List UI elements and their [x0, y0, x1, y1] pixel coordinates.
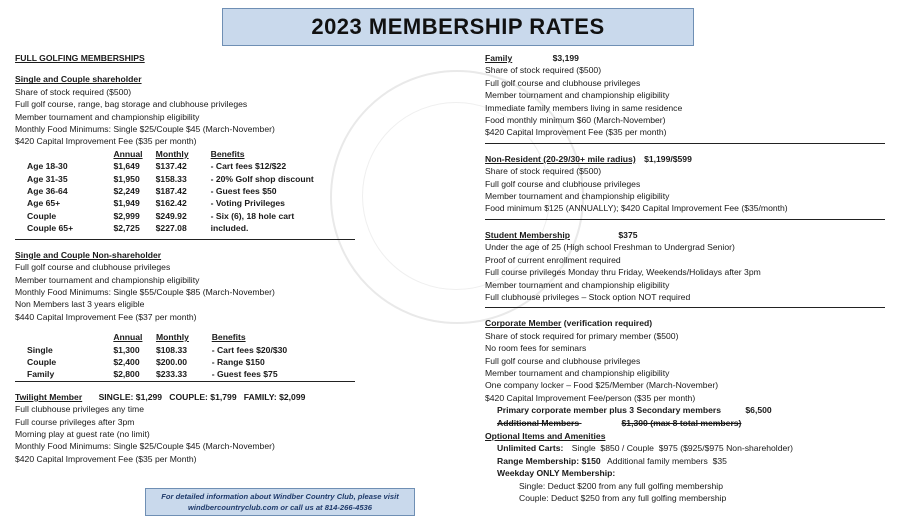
student-price: $375	[618, 229, 638, 240]
rate-annual: $1,950	[113, 173, 140, 184]
rate-monthly: $158.33	[155, 173, 187, 184]
shareholder-rate-table	[27, 148, 355, 235]
optional-section	[485, 430, 885, 504]
rate-monthly: $200.00	[155, 356, 188, 367]
page-title: 2023 MEMBERSHIP RATES	[222, 8, 694, 46]
carts-text: Single $850 / Couple $975 ($925/$975 Non-shareholder)	[571, 443, 793, 454]
rate-benefit: - Cart fees $12/$22	[210, 161, 287, 172]
shareholder-line: Member tournament and championship eligibility	[15, 111, 200, 122]
rate-benefit: - Guest fees $50	[210, 186, 277, 197]
weekday-couple: Couple: Deduct $250 from any full golfing membership	[519, 493, 727, 503]
weekday-single: Single: Deduct $200 from any full golfing membership	[519, 480, 723, 491]
table-row	[27, 173, 355, 185]
rate-benefit: - 20% Golf shop discount	[210, 173, 314, 184]
rate-monthly: $227.08	[155, 223, 187, 234]
corporate-line: No room fees for seminars	[485, 343, 587, 354]
shareholder-line: Monthly Food Minimums: Single $25/Couple $45 (March-November)	[15, 124, 275, 135]
rate-monthly: $233.33	[155, 369, 188, 380]
table-row	[27, 197, 355, 209]
rate-benefit: - Cart fees $20/$30	[211, 344, 288, 355]
nonresident-line: Share of stock required ($500)	[485, 166, 602, 177]
benefits-header: Benefits	[211, 332, 246, 343]
table-header-row	[27, 331, 355, 343]
family-line: Full golf course and clubhouse privileges	[485, 77, 641, 88]
shareholder-section	[15, 73, 355, 239]
rate-monthly: $187.42	[155, 186, 187, 197]
nonshareholder-line: Full golf course and clubhouse privileges	[15, 262, 171, 273]
corporate-line: Member tournament and championship eligibility	[485, 367, 670, 378]
monthly-header: Monthly	[155, 148, 189, 159]
range-label: Range Membership: $150	[497, 455, 601, 466]
nonshareholder-line: Monthly Food Minimums: Single $55/Couple $85 (March-November)	[15, 286, 275, 297]
family-line: Share of stock required ($500)	[485, 65, 602, 76]
additional-members-label: Additional Members	[497, 417, 580, 428]
nonshareholder-line: $440 Capital Improvement Fee ($37 per month)	[15, 311, 197, 322]
rate-label: Age 36-64	[27, 186, 68, 197]
twilight-title: Twilight Member	[15, 391, 83, 402]
benefits-header: Benefits	[210, 148, 245, 159]
rate-annual: $1,300	[113, 344, 140, 355]
primary-corporate-label: Primary corporate member plus 3 Secondary members	[497, 405, 722, 416]
twilight-line: Full clubhouse privileges any time	[15, 404, 144, 415]
annual-header: Annual	[113, 148, 143, 159]
rate-annual: $1,649	[113, 161, 140, 172]
optional-title: Optional Items and Amenities	[485, 430, 606, 441]
rate-label: Couple	[27, 210, 57, 221]
family-section	[485, 52, 885, 144]
nonshareholder-line: Member tournament and championship eligibility	[15, 274, 200, 285]
annual-header: Annual	[113, 332, 143, 343]
table-row	[27, 222, 355, 234]
rate-label: Couple 65+	[27, 223, 74, 234]
nonshareholder-title: Single and Couple Non-shareholder	[15, 249, 162, 260]
family-title: Family	[485, 53, 513, 63]
rate-label: Age 31-35	[27, 173, 68, 184]
rate-benefit: - Guest fees $75	[211, 369, 278, 380]
rate-benefit: - Six (6), 18 hole cart	[210, 210, 295, 221]
student-line: Full clubhouse privileges – Stock option NOT required	[485, 291, 691, 302]
contact-line: For detailed information about Windber Country Club, please visit	[161, 492, 399, 501]
rate-monthly: $137.42	[155, 161, 187, 172]
rate-annual: $2,249	[113, 186, 140, 197]
twilight-line: $420 Capital Improvement Fee ($35 per Month)	[15, 453, 197, 464]
twilight-line: Morning play at guest rate (no limit)	[15, 428, 150, 439]
nonresident-title: Non-Resident (20-29/30+ mile radius)	[485, 153, 636, 164]
shareholder-line: $420 Capital Improvement Fee ($35 per month)	[15, 136, 197, 147]
table-header-row	[27, 148, 355, 160]
carts-label: Unlimited Carts:	[497, 443, 564, 454]
twilight-prices: SINGLE: $1,299 COUPLE: $1,799 FAMILY: $2,099	[98, 391, 306, 402]
table-row	[27, 160, 355, 172]
family-price: $3,199	[552, 53, 579, 63]
additional-members-price: $1,300 (max 8 total members)	[621, 417, 742, 428]
nonresident-line: Member tournament and championship eligibility	[485, 191, 670, 202]
rate-benefit: included.	[210, 223, 249, 234]
corporate-title: Corporate Member	[485, 318, 562, 329]
rate-label: Age 18-30	[27, 161, 68, 172]
nonresident-section	[485, 153, 885, 220]
table-row	[27, 368, 355, 380]
nonshareholder-rate-table	[27, 331, 355, 381]
range-text: Additional family members $35	[607, 455, 727, 466]
section-divider	[15, 239, 355, 240]
corporate-line: Share of stock required for primary member ($500)	[485, 330, 679, 341]
rate-label: Couple	[27, 356, 57, 367]
nonresident-line: Food minimum $125 (ANNUALLY); $420 Capital Improvement Fee ($35/month)	[485, 203, 788, 214]
rate-benefit: - Voting Privileges	[210, 198, 285, 209]
twilight-line: Full course privileges after 3pm	[15, 416, 135, 427]
nonshareholder-line: Non Members last 3 years eligible	[15, 299, 145, 310]
student-line: Full course privileges Monday thru Friday, Weekends/Holidays after 3pm	[485, 267, 761, 278]
rate-monthly: $249.92	[155, 210, 187, 221]
rate-monthly: $108.33	[155, 344, 188, 355]
corporate-title-suffix: (verification required)	[563, 318, 653, 329]
full-golfing-heading: FULL GOLFING MEMBERSHIPS	[15, 53, 145, 63]
monthly-header: Monthly	[155, 332, 189, 343]
twilight-section	[15, 391, 355, 465]
rate-annual: $2,800	[113, 369, 140, 380]
contact-info-box	[145, 488, 415, 516]
shareholder-line: Full golf course, range, bag storage and clubhouse privileges	[15, 99, 248, 110]
student-line: Proof of current enrollment required	[485, 254, 621, 265]
family-line: Member tournament and championship eligibility	[485, 90, 670, 101]
twilight-line: Monthly Food Minimums: Single $25/Couple $45 (March-November)	[15, 441, 275, 452]
shareholder-title: Single and Couple shareholder	[15, 74, 142, 85]
section-divider	[485, 219, 885, 220]
table-row	[27, 344, 355, 356]
student-title: Student Membership	[485, 229, 570, 240]
corporate-line: Full golf course and clubhouse privileges	[485, 355, 641, 366]
section-divider	[485, 143, 885, 144]
rate-monthly: $162.42	[155, 198, 187, 209]
corporate-line: One company locker – Food $25/Member (March-November)	[485, 380, 719, 391]
student-line: Member tournament and championship eligibility	[485, 279, 670, 290]
section-divider	[15, 381, 355, 382]
shareholder-line: Share of stock required ($500)	[15, 86, 132, 97]
contact-line: windbercountryclub.com or call us at 814-266-4536	[187, 503, 372, 512]
left-column	[15, 52, 355, 465]
rate-annual: $1,949	[113, 198, 140, 209]
nonresident-line: Full golf course and clubhouse privileges	[485, 178, 641, 189]
rate-label: Age 65+	[27, 198, 61, 209]
rate-annual: $2,400	[113, 356, 140, 367]
right-column	[485, 52, 885, 504]
weekday-label: Weekday ONLY Membership:	[497, 468, 616, 479]
table-row	[27, 356, 355, 368]
rate-label: Family	[27, 369, 55, 380]
primary-corporate-price: $6,500	[745, 405, 772, 416]
rate-benefit: - Range $150	[211, 356, 265, 367]
rate-label: Single	[27, 344, 53, 355]
nonshareholder-section	[15, 249, 355, 382]
nonresident-price: $1,199/$599	[644, 153, 692, 164]
table-row	[27, 210, 355, 222]
family-line: Food monthly minimum $60 (March-November)	[485, 115, 666, 126]
student-section	[485, 229, 885, 308]
corporate-section	[485, 317, 885, 429]
corporate-line: $420 Capital Improvement Fee/person ($35 per month)	[485, 392, 696, 403]
family-line: $420 Capital Improvement Fee ($35 per month)	[485, 127, 667, 138]
rate-annual: $2,725	[113, 223, 140, 234]
section-divider	[485, 307, 885, 308]
family-line: Immediate family members living in same residence	[485, 102, 683, 113]
student-line: Under the age of 25 (High school Freshman to Undergrad Senior)	[485, 242, 735, 253]
table-row	[27, 185, 355, 197]
rate-annual: $2,999	[113, 210, 140, 221]
